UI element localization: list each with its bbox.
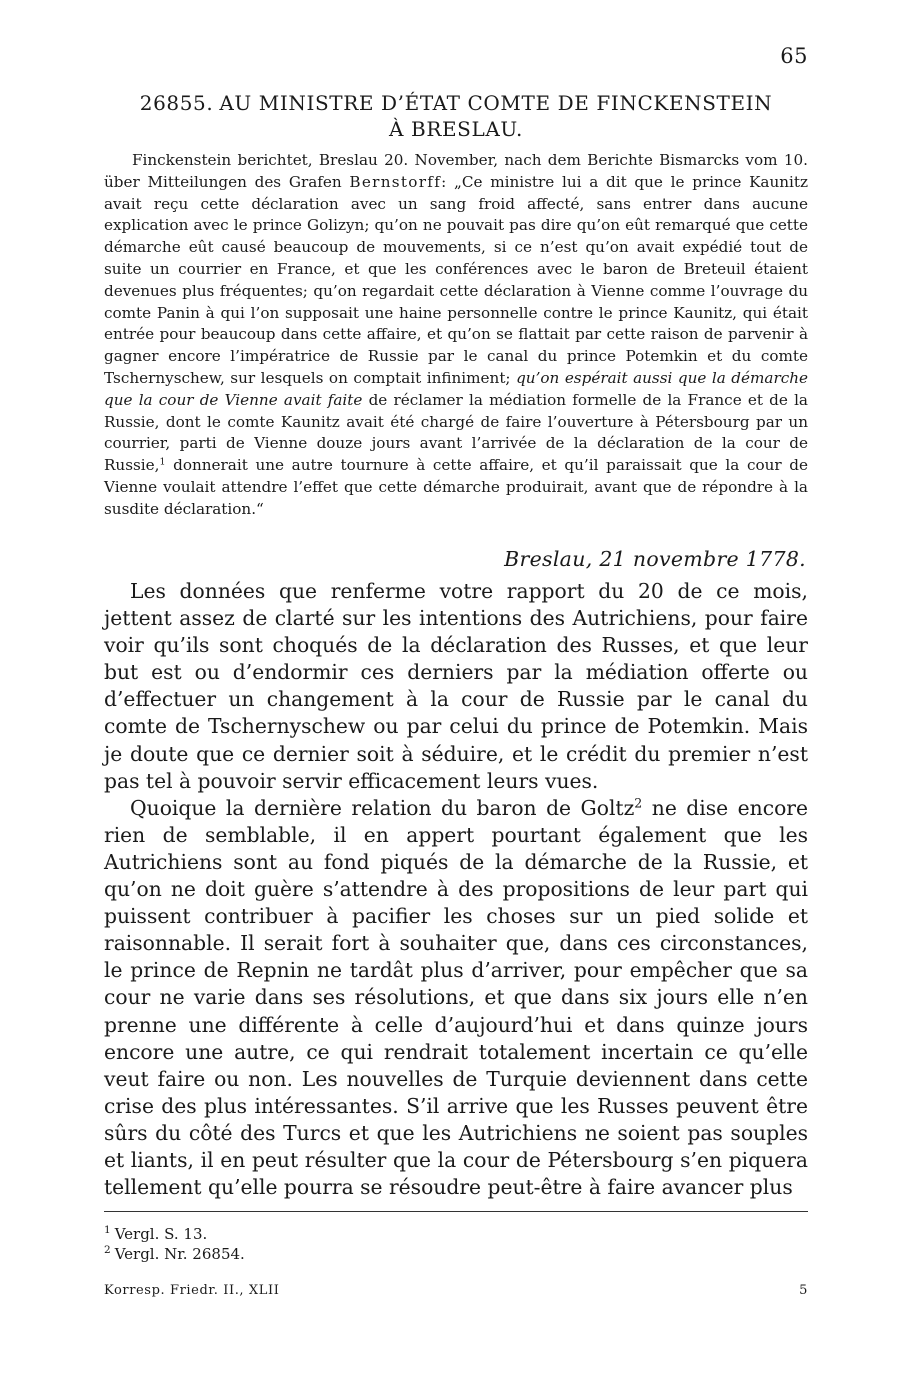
footnotes bbox=[104, 1224, 808, 1264]
letter-number: 26855. bbox=[139, 91, 214, 115]
page-number: 65 bbox=[780, 44, 808, 68]
footnote-1 bbox=[104, 1224, 808, 1244]
footnote-ref-2: 2 bbox=[634, 795, 643, 811]
summary-quote-part-1: : „Ce ministre lui a dit que le prince Kaunitz avait reçu cette déclaration avec un sang froid affecté, sans entrer dans aucune explication avec le prince Golizyn; qu’on ne pouvait pas dire qu’on eût remarqué que cette démarche eût causé beaucoup de mouvements, si ce n’est qu’on avait expédié tout de suite un courrier en France, et que les conférences avec le baron de Breteuil étaient devenues plus fréquentes; qu’on regardait cette déclaration à Vienne comme l’ouvrage du comte Panin à qui l’on supposait une haine personnelle contre le prince Kaunitz, qui était entrée pour beaucoup dans cette affaire, et qu’on se flattait par cette raison de parvenir à gagner encore l’impératrice de Russie par le canal du prince Potemkin et du comte Tschernyschew, sur lesquels on comptait infiniment; bbox=[104, 172, 808, 387]
summary-quote-part-3: donnerait une autre tournure à cette affaire, et qu’il paraissait que la cour de Vienne voulait attendre l’effet que cette démarche produirait, avant que de répondre à la susdite déclaration.“ bbox=[104, 456, 808, 518]
letter-heading bbox=[104, 90, 808, 142]
footnote-divider bbox=[104, 1211, 808, 1212]
summary-quote-italic: qu’on espérait aussi que la démarche que la cour de Vienne avait faite bbox=[104, 368, 808, 409]
editorial-summary bbox=[104, 150, 808, 521]
footer-title: Korresp. Friedr. II., XLII bbox=[104, 1283, 280, 1298]
footnote-mark: 2 bbox=[104, 1243, 111, 1256]
body-paragraph-1: Les données que renferme votre rapport du 20 de ce mois, jettent assez de clarté sur les intentions des Autrichiens, pour faire voir qu’ils sont choqués de la déclaration des Russes, et que leur but est ou d’endormir ces derniers par la médiation offerte ou d’effectuer un changement à la cour de Russie par le canal du comte de Tschernyschew ou par celui du prince de Potemkin. Mais je doute que ce dernier soit à séduire, et le crédit du premier n’est pas tel à pouvoir servir efficacement leurs vues. bbox=[104, 579, 808, 793]
running-footer bbox=[104, 1283, 808, 1298]
summary-intro: Finckenstein berichtet, Breslau 20. November, nach dem Berichte Bismarcks vom 10. über Mitteilungen des Grafen bbox=[104, 151, 808, 191]
footnote-ref-1: 1 bbox=[159, 456, 166, 468]
dateline: Breslau, 21 novembre 1778. bbox=[504, 547, 806, 571]
footnote-2 bbox=[104, 1244, 808, 1264]
signature-mark: 5 bbox=[799, 1283, 808, 1298]
body-paragraph-2-part-2: ne dise encore rien de semblable, il en appert pourtant également que les Autrichiens sont au fond piqués de la démarche de la Russie, et qu’on ne doit guère s’attendre à des propositions de leur part qui puissent contribuer à pacifier les choses sur un pied solide et raisonnable. Il serait fort à souhaiter que, dans ces circonstances, le prince de Repnin ne tardât plus d’arriver, pour empêcher que sa cour ne varie dans ses résolutions, et que dans six jours elle n’en prenne une différente à celle d’aujourd’hui et dans quinze jours encore une autre, ce qui rendrait totalement incertain ce qu’elle veut faire ou non. Les nouvelles de Turquie deviennent dans cette crise des plus intéressantes. S’il arrive que les Russes peuvent être sûrs du côté des Turcs et que les Autrichiens ne soient pas souples et liants, il en peut résulter que la cour de Pétersbourg s’en piquera tellement qu’elle pourra se résoudre peut-être à faire avancer plus bbox=[104, 795, 808, 1200]
body-paragraph-2 bbox=[104, 795, 808, 1201]
footnote-text: Vergl. S. 13. bbox=[114, 1225, 208, 1243]
footnote-text: Vergl. Nr. 26854. bbox=[114, 1245, 245, 1263]
footnote-mark: 1 bbox=[104, 1223, 111, 1236]
summary-name: Bernstorff bbox=[349, 172, 442, 191]
letter-body bbox=[104, 578, 808, 1201]
heading-line-2: À BRESLAU. bbox=[389, 117, 523, 141]
body-paragraph-2-part-1: Quoique la dernière relation du baron de Goltz bbox=[130, 795, 635, 820]
heading-title: AU MINISTRE D’ÉTAT COMTE DE FINCKENSTEIN bbox=[219, 91, 773, 115]
heading-line-1 bbox=[104, 90, 808, 116]
summary-quote-part-2: de réclamer la médiation formelle de la France et de la Russie, dont le comte Kaunitz avait été chargé de faire l’ouverture à Pétersbourg par un courrier, parti de Vienne douze jours avant l’arrivée de la déclaration de la cour de Russie, bbox=[104, 390, 808, 475]
